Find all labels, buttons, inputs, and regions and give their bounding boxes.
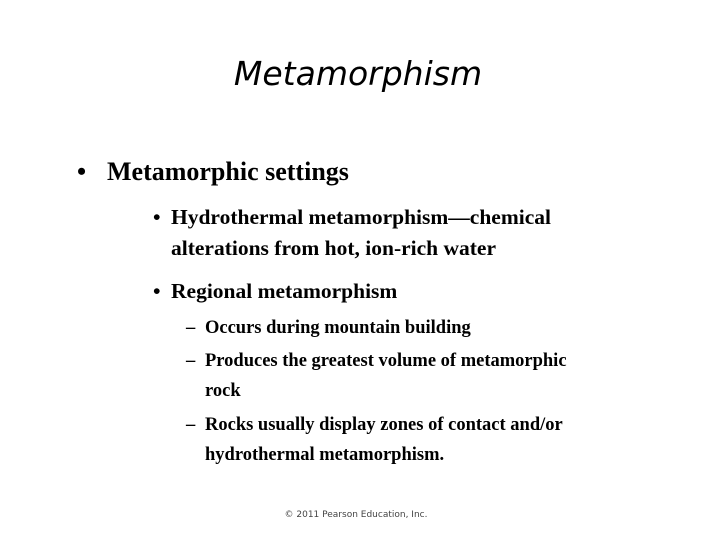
subbullet-text-line-1: Produces the greatest volume of metamorphic [205, 351, 567, 371]
bullet-marker: • [77, 157, 87, 186]
bullet-text-line-1: Hydrothermal metamorphism—chemical [171, 205, 551, 229]
bullet-marker: • [153, 205, 161, 229]
subbullet-text-line-2: hydrothermal metamorphism. [205, 445, 445, 465]
bullet-marker: • [153, 279, 161, 303]
bullet-text: Regional metamorphism [171, 279, 398, 303]
dash-marker: – [186, 318, 196, 338]
bullet-text: Metamorphic settings [107, 157, 349, 186]
dash-marker: – [186, 415, 196, 435]
slide-title: Metamorphism [233, 54, 483, 93]
subbullet-text-line-1: Rocks usually display zones of contact and/or [205, 415, 563, 435]
subbullet-text-line-2: rock [205, 381, 241, 401]
subbullet-text: Occurs during mountain building [205, 318, 471, 338]
bullet-text-line-2: alterations from hot, ion-rich water [171, 236, 497, 260]
dash-marker: – [186, 351, 196, 371]
copyright-footer: © 2011 Pearson Education, Inc. [284, 510, 428, 520]
